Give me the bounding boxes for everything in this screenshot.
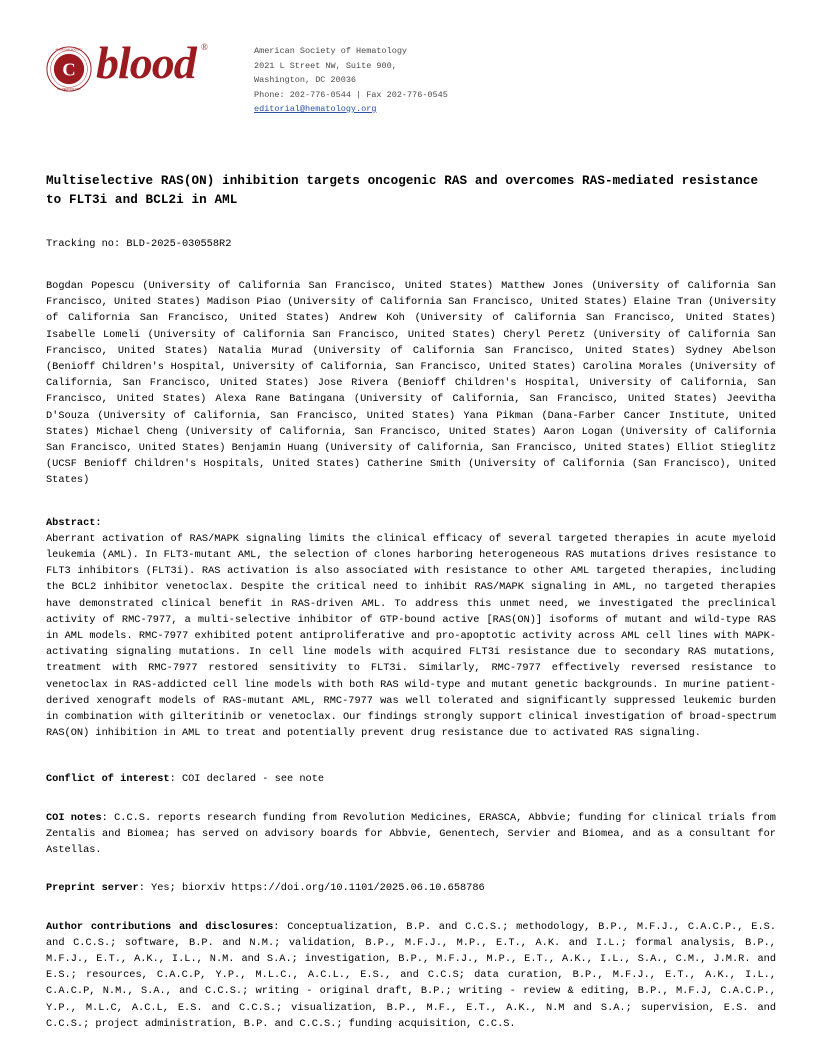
tracking-label: Tracking no: — [46, 238, 127, 250]
address-line: American Society of Hematology — [254, 46, 408, 56]
preprint-server — [46, 880, 776, 896]
journal-wordmark — [96, 37, 208, 88]
conflict-of-interest — [46, 771, 776, 787]
editorial-email-link[interactable]: editorial@hematology.org — [254, 104, 377, 114]
tracking-number — [46, 236, 776, 252]
author-contributions-label: Author contributions and disclosures — [46, 920, 274, 933]
address-line: 2021 L Street NW, Suite 900, — [254, 60, 397, 71]
registered-trademark-icon: ® — [200, 42, 208, 52]
coi-notes-label: COI notes — [46, 811, 102, 824]
conflict-of-interest-value: : COI declared - see note — [169, 773, 325, 786]
svg-text:OF HEMATOLOGY: OF HEMATOLOGY — [57, 88, 81, 92]
publisher-address — [254, 40, 448, 117]
abstract-heading: Abstract: — [46, 516, 102, 529]
coi-notes-value: : C.C.S. reports research funding from Revolution Medicines, ERASCA, Abbvie; funding for clinical trials from Zentalis and Biomea; has served on advisory boards for Abbvie, Genentech, Servier and Biomea, and as a consultant for Astellas. — [46, 811, 776, 857]
author-list: Bogdan Popescu (University of California San Francisco, United States) Matthew Jones (University of California San Francisco, United States) Madison Piao (University of California San Francisco, United States) Elaine Tran (University of California San Francisco, United States) Andrew Koh (University of California San Francisco, United States) Isabelle Lomeli (University of California San Francisco, United States) Cheryl Peretz (University of California San Francisco, United States) Natalia Murad (University of California San Francisco, United States) Sydney Abelson (Benioff Children's Hospital, University of California, San Francisco, United States) Carolina Morales (University of California, San Francisco, United States) Jose Rivera (Benioff Children's Hospital, University of California, San Francisco, United States) Alexa Rane Batingana (University of California, San Francisco, United States) Jeevitha D'Souza (University of California, San Francisco, United States) Yana Pikman (Dana-Farber Cancer Institute, United States) Michael Cheng (University of California, San Francisco, United States) Aaron Logan (University of California San Francisco, United States) Benjamin Huang (University of California, San Francisco, United States) Elliot Stieglitz (UCSF Benioff Children's Hospitals, United States) Catherine Smith (University of California (San Francisco), United States) — [46, 280, 776, 487]
conflict-of-interest-label: Conflict of interest — [46, 773, 170, 786]
masthead — [46, 37, 776, 117]
manuscript-content — [46, 172, 776, 1054]
journal-wordmark-text: blood — [96, 37, 196, 88]
svg-text:AMERICAN SOCIETY: AMERICAN SOCIETY — [55, 48, 83, 52]
journal-logo — [46, 37, 246, 92]
page-title: Multiselective RAS(ON) inhibition targets oncogenic RAS and overcomes RAS-mediated resistance to FLT3i and BCL2i in AML — [46, 174, 759, 207]
preprint-server-value: : Yes; biorxiv https://doi.org/10.1101/2025.06.10.658786 — [138, 882, 485, 895]
preprint-server-label: Preprint server — [46, 882, 139, 895]
author-contributions — [46, 919, 776, 1032]
svg-text:C: C — [62, 59, 76, 80]
author-contributions-value: : Conceptualization, B.P. and C.C.S.; methodology, B.P., M.F.J., C.A.C.P., E.S. and C.C.S.; software, B.P. and N.M.; validation, B.P., M.F.J., M.P., E.T., A.K. and I.L.; formal analysis, B.P., M.F.J., E.T., A.K., I.L., N.M. and S.A.; investigation, B.P., M.F.J., M.P., E.T., A.K., I.L., S.A., C.M., J.M.R. and E.S.; resources, C.A.C.P, Y.P., M.L.C., A.C.L., E.S., and C.C.S; data curation, B.P., M.F.J., E.T., A.K., I.L., C.A.C.P, N.M., S.A., and C.C.S.; writing - original draft, B.P.; writing - review & editing, B.P., M.F.J, C.A.C.P., Y.P., M.L.C, A.C.L, E.S. and C.C.S.; visualization, B.P., M.F., E.T., A.K., N.M and S.A.; supervision, E.S. and C.C.S.; project administration, B.P. and C.C.S.; funding acquisition, C.C.S. — [46, 920, 776, 1030]
address-line: Washington, DC 20036 — [254, 75, 357, 85]
abstract-text: Aberrant activation of RAS/MAPK signaling limits the clinical efficacy of several targeted therapies in acute myeloid leukemia (AML). In FLT3-mutant AML, the selection of clones harboring heterogeneous RAS mutations drives resistance to FLT3 inhibitors (FLT3i). RAS activation is also associated with resistance to other AML targeted therapies, including the BCL2 inhibitor venetoclax. Despite the critical need to inhibit RAS/MAPK signaling in AML, no targeted therapies have demonstrated clinical benefit in RAS-driven AML. To address this unmet need, we investigated the preclinical activity of RMC-7977, a multi-selective inhibitor of GTP-bound active [RAS(ON)] isoforms of mutant and wild-type RAS in AML models. RMC-7977 exhibited potent antiproliferative and pro-apoptotic activity across AML cell lines with MAPK-activating signaling mutations. In cell line models with acquired FLT3i resistance due to secondary RAS mutations, treatment with RMC-7977 restored sensitivity to FLT3i. Similarly, RMC-7977 effectively reversed resistance to venetoclax in RAS-addicted cell line models with both RAS wild-type and mutant genetic backgrounds. In murine patient-derived xenograft models of RAS-mutant AML, RMC-7977 was well tolerated and significantly suppressed leukemic burden in combination with gilteritinib or venetoclax. Our findings strongly support clinical investigation of broad-spectrum RAS(ON) inhibition in AML to treat and potentially prevent drug resistance due to activated RAS signaling. — [46, 532, 776, 740]
ash-society-seal-icon — [46, 46, 92, 92]
address-line: Phone: 202-776-0544 | Fax 202-776-0545 — [254, 89, 448, 100]
tracking-value: BLD-2025-030558R2 — [126, 238, 232, 250]
coi-notes — [46, 810, 776, 859]
